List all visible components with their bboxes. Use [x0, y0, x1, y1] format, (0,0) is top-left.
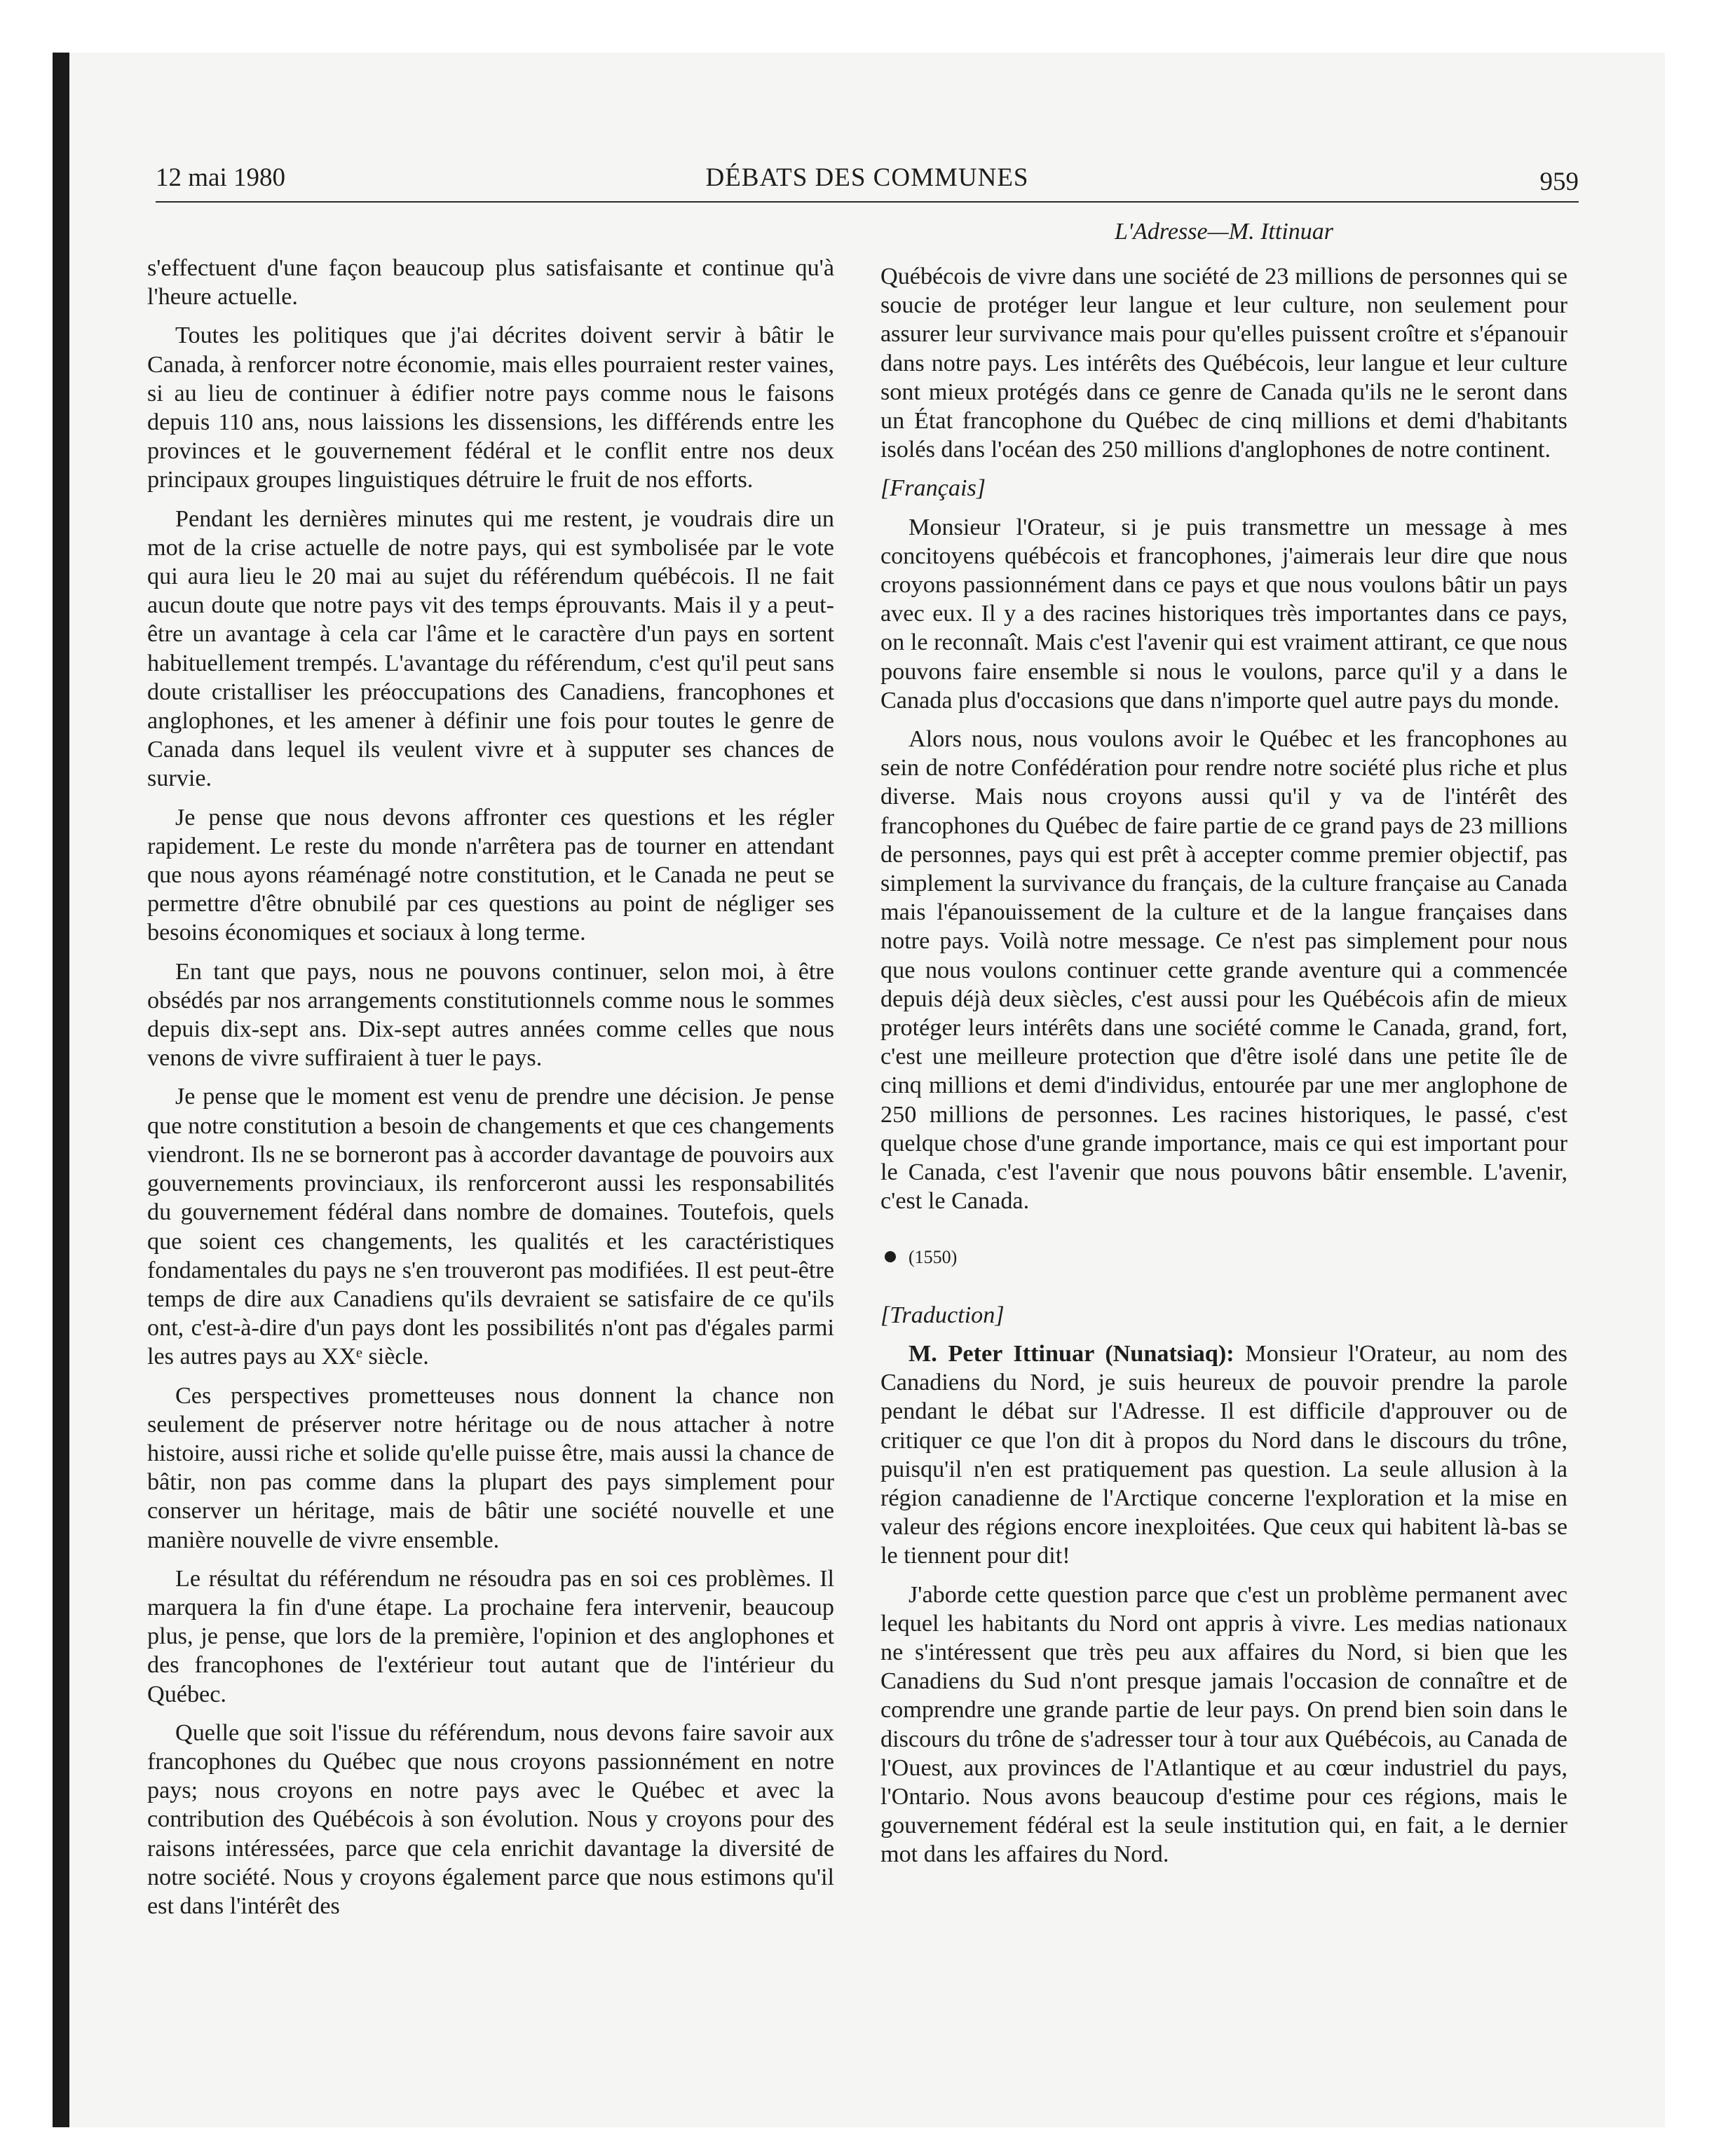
paragraph: En tant que pays, nous ne pouvons continuer, selon moi, à être obsédés par nos arrangements constitutionnels comme nous le sommes depuis dix-sept ans. Dix-sept autres années comme celles que nous venons de vivre suffiraient à tuer le pays.	[147, 958, 834, 1072]
paragraph: Je pense que nous devons affronter ces questions et les régler rapidement. Le reste du monde n'arrêtera pas de tourner en attendant que nous ayons réaménagé notre constitution, et le Canada ne peut se permettre d'être obnubilé par ces questions au point de négliger ses besoins économiques et sociaux à long terme.	[147, 804, 834, 946]
translation-tag: [Traduction]	[880, 1302, 1005, 1328]
paragraph: Toutes les politiques que j'ai décrites doivent servir à bâtir le Canada, à renforcer notre économie, mais elles pourraient rester vaines, si au lieu de continuer à édifier notre pays comme nous le faisons depuis 110 ans, nous laissions les dissensions, les différends entre les provinces et le gouvernement fédéral et le conflit entre nos deux principaux groupes linguistiques détruire le fruit de nos efforts.	[147, 322, 834, 493]
running-head: L'Adresse—M. Ittinuar	[1114, 219, 1333, 245]
header-date: 12 mai 1980	[156, 163, 285, 192]
scan-edge	[53, 53, 69, 2127]
language-tag: [Français]	[880, 475, 986, 502]
paragraph: Le résultat du référendum ne résoudra pas en soi ces problèmes. Il marquera la fin d'une étape. La prochaine fera intervenir, beaucoup plus, je pense, que lors de la première, l'opinion et des anglophones et des francophones de l'extérieur tout autant que de l'intérieur du Québec.	[147, 1565, 834, 1707]
paragraph: Monsieur l'Orateur, si je puis transmettre un message à mes concitoyens québécois et francophones, j'aimerais leur dire que nous croyons passionnément dans ce pays et que nous voulons bâtir un pays avec eux. Il y a des racines historiques très importantes dans ce pays, on le reconnaît. Mais c'est l'avenir qui est vraiment attirant, ce que nous pouvons faire ensemble si nous le voulons, parce qu'il y a dans le Canada plus d'occasions que dans n'importe quel autre pays du monde.	[880, 514, 1567, 714]
page-number: 959	[1539, 168, 1579, 196]
paragraph: s'effectuent d'une façon beaucoup plus satisfaisante et continue qu'à l'heure actuelle.	[147, 255, 834, 311]
bullet-icon	[885, 1251, 896, 1262]
paragraph: Je pense que le moment est venu de prendre une décision. Je pense que notre constitution a besoin de changements et que ces changements viendront. Ils ne se borneront pas à accorder davantage de pouvoirs aux gouvernements provinciaux, ils renforceront aussi les responsabilités du gouvernement fédéral dans nombre de domaines. Toutefois, quels que soient ces changements, les qualités et les caractéristiques fondamentales du pays ne s'en trouveront pas modifiées. Il est peut-être temps de dire aux Canadiens qu'ils devraient se satisfaire de ce qu'ils ont, c'est-à-dire d'un pays dont les possibilités n'ont pas d'égales parmi les autres pays au XXᵉ siècle.	[147, 1084, 834, 1370]
header-title: DÉBATS DES COMMUNES	[705, 163, 1029, 192]
paragraph: Ces perspectives prometteuses nous donnent la chance non seulement de préserver notre héritage ou de nous attacher à notre histoire, aussi riche et solide qu'elle puisse être, mais aussi la chance de bâtir, non pas comme dans la plupart des pays simplement pour conserver un héritage, mais de bâtir une société nouvelle et une manière nouvelle de vivre ensemble.	[147, 1382, 834, 1553]
speaker-name: M. Peter Ittinuar (Nunatsiaq):	[909, 1340, 1234, 1367]
paragraph: J'aborde cette question parce que c'est un problème permanent avec lequel les habitants du Nord ont appris à vivre. Les medias nationaux ne s'intéressent que très peu aux affaires du Nord, si bien que les Canadiens du Sud n'ont presque jamais l'occasion de connaître et de comprendre une grande partie de leur pays. On prend bien soin dans le discours du trône de s'adresser tour à tour aux Québécois, au Canada de l'Ouest, aux provinces de l'Atlantique et au cœur industriel du pays, l'Ontario. Nous avons beaucoup d'estime pour ces régions, mais le gouvernement fédéral est la seule institution qui, en fait, a le dernier mot dans les affaires du Nord.	[880, 1581, 1567, 1868]
paragraph: Pendant les dernières minutes qui me restent, je voudrais dire un mot de la crise actuelle de notre pays, qui est symbolisée par le vote qui aura lieu le 20 mai au sujet du référendum québécois. Il ne fait aucun doute que notre pays vit des temps éprouvants. Mais il y a peut-être un avantage à cela car l'âme et le caractère d'un pays en sortent habituellement trempés. L'avantage du référendum, c'est qu'il peut sans doute cristalliser les préoccupations des Canadiens, francophones et anglophones, et les amener à définir une fois pour toutes le genre de Canada dans lequel ils veulent vivre et à supputer ses chances de survie.	[147, 505, 834, 792]
right-column	[880, 262, 1567, 1879]
timestamp: (1550)	[909, 1246, 958, 1267]
paragraph: Quelle que soit l'issue du référendum, nous devons faire savoir aux francophones du Québec que nous croyons passionnément en notre pays; nous croyons en notre pays avec le Québec et avec la contribution des Québécois à son évolution. Nous y croyons pour des raisons intéressées, parce que cela enrichit davantage la diversité de notre société. Nous y croyons également parce que nous estimons qu'il est dans l'intérêt des	[147, 1719, 834, 1919]
timestamp-marker	[880, 1243, 1567, 1271]
paragraph-text: Monsieur l'Orateur, au nom des Canadiens du Nord, je suis heureux de pouvoir prendre la parole pendant le débat sur l'Adresse. Il est difficile d'approuver ou de critiquer ce que l'on dit à propos du Nord dans le discours du trône, puisqu'il n'en est pratiquement pas question. La seule allusion à la région canadienne de l'Arctique concerne l'exploration et la mise en valeur des régions encore inexploitées. Que ceux qui habitent là-bas se le tiennent pour dit!	[880, 1340, 1567, 1569]
paragraph: Alors nous, nous voulons avoir le Québec et les francophones au sein de notre Confédération pour rendre notre société plus riche et plus diverse. Mais nous croyons aussi qu'il y va de l'intérêt des francophones du Québec de faire partie de ce grand pays de 23 millions de personnes, pays qui est prêt à accepter comme premier objectif, pas simplement la survivance du français, de la culture française au Canada mais l'épanouissement de la culture et de la langue françaises dans notre pays. Voilà notre message. Ce n'est pas simplement pour nous que nous voulons continuer cette grande aventure qui a commencée depuis déjà deux siècles, c'est aussi pour les Québécois afin de mieux protéger leurs intérêts dans une société comme le Canada, grand, fort, c'est une meilleure protection que d'être isolé dans une petite île de cinq millions et demi d'individus, entourée par une mer anglophone de 250 millions de personnes. Les racines historiques, le passé, c'est quelque chose d'une grande importance, mais ce qui est important pour le Canada, c'est l'avenir que nous pouvons bâtir ensemble. L'avenir, c'est le Canada.	[880, 726, 1567, 1215]
paragraph: Québécois de vivre dans une société de 23 millions de personnes qui se soucie de protéger leur langue et leur culture, non seulement pour assurer leur survivance mais pour qu'elles puissent croître et s'épanouir dans notre pays. Les intérêts des Québécois, leur langue et leur culture sont mieux protégés dans ce genre de Canada qu'ils ne le seront dans un État francophone du Québec de cinq millions et demi d'habitants isolés dans l'océan des 250 millions d'anglophones de notre continent.	[880, 264, 1567, 463]
page-header	[156, 163, 1579, 205]
left-column	[147, 254, 834, 1930]
header-rule	[156, 201, 1579, 203]
speaker-paragraph	[880, 1339, 1567, 1571]
